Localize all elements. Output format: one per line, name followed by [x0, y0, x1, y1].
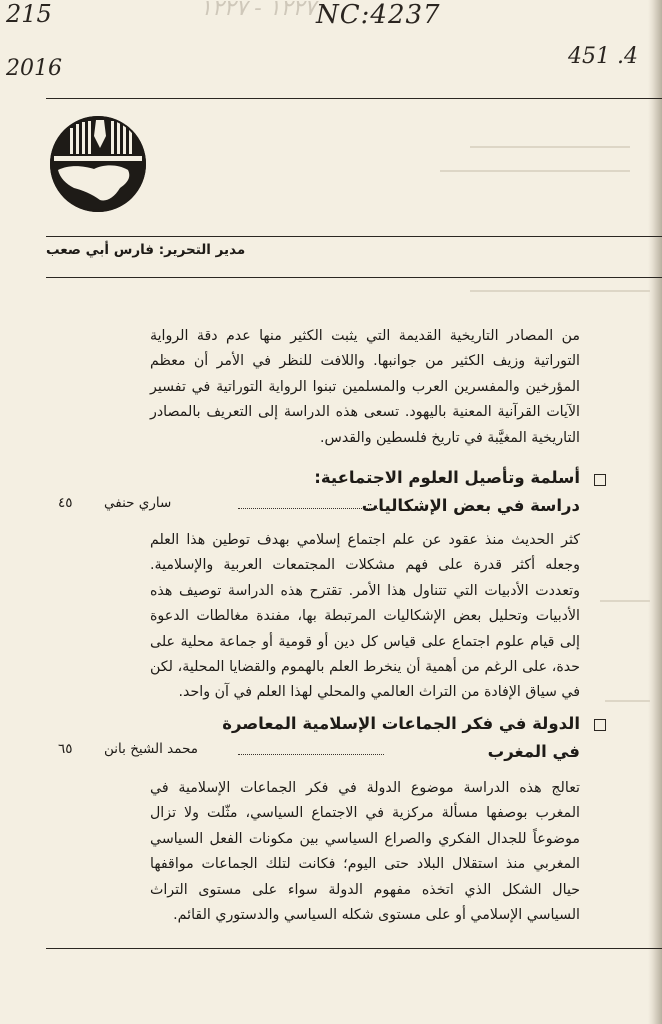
publisher-logo: [48, 114, 148, 214]
handwritten-catalog-code: NC:4237: [316, 0, 441, 30]
article-bullet-checkbox: [594, 474, 606, 486]
page-edge: [648, 0, 662, 1024]
editor-credit: مدير التحرير: فارس أبي صعب: [46, 242, 246, 258]
article-page-number: ٦٥: [58, 741, 73, 757]
article-subtitle: في المغرب: [487, 742, 580, 761]
bleed-through: [440, 170, 630, 172]
bleed-through: [600, 600, 650, 602]
article-page-number: ٤٥: [58, 495, 73, 511]
masthead-rule: [46, 236, 662, 237]
bottom-rule: [46, 948, 662, 949]
handwritten-faint-note: ١٢٢٧ - ١٢٢٧: [200, 0, 316, 21]
top-rule: [46, 98, 662, 99]
bleed-through: [470, 290, 650, 292]
article-abstract: تعالج هذه الدراسة موضوع الدولة في فكر الجماعات الإسلامية في المغرب بوصفها مسألة مركزية في الاجتماع السياسي، مثّلت ولا تزال موضوعاً للجدال الفكري والصراع السياسي بين مكونات الفعل السياسي المغربي منذ استقلال البلاد حتى اليوم؛ فكانت لتلك الجماعات مواقفها حيال الشكل الذي اتخذه مفهوم الدولة سواء على مستوى التراث السياسي الإسلامي أو على مستوى شكله السياسي والدستوري القائم.: [150, 780, 580, 924]
masthead-bottom-rule: [46, 277, 662, 278]
article-title: الدولة في فكر الجماعات الإسلامية المعاصرة: [222, 714, 580, 733]
intro-abstract: من المصادر التاريخية القديمة التي يثبت الكثير منها عدم دقة الرواية التوراتية وزيف الكثير من جوانبها. واللافت للنظر في الأمر أن معظم المؤرخين والمفسرين العرب والمسلمين تبنوا الرواية التوراتية في تفسير الآيات القرآنية المعنية باليهود. تسعى هذه الدراسة إلى التعريف بالمصادر التاريخية المغيَّبة في تاريخ فلسطين والقدس.: [150, 328, 580, 446]
article-author: ساري حنفي: [104, 495, 172, 511]
article-author: محمد الشيخ بانن: [104, 741, 199, 757]
handwritten-reference: 451 .4: [568, 44, 638, 69]
article-title: أسلمة وتأصيل العلوم الاجتماعية:: [314, 468, 580, 487]
article-bullet-checkbox: [594, 719, 606, 731]
bleed-through: [605, 700, 650, 702]
leader-dots: [238, 740, 384, 755]
handwritten-year: 2016: [6, 56, 62, 81]
leader-dots: [238, 494, 378, 509]
handwritten-number: 215: [6, 0, 52, 28]
bleed-through: [470, 146, 630, 148]
article-subtitle: دراسة في بعض الإشكاليات: [361, 496, 580, 515]
article-abstract: كثر الحديث منذ عقود عن علم اجتماع إسلامي بهدف توطين هذا العلم وجعله أكثر قدرة على فهم مشكلات المجتمعات العربية والإسلامية. وتعددت الأدبيات التي تتناول هذا الأمر. تقترح هذه الدراسة توصيف هذه الأدبيات وتحليل بعض الإشكاليات المرتبطة بها، مفندة مغالطات الدعوة إلى قيام علوم اجتماع على قياس كل دين أو قومية أو جماعة محلية على حدة، على الرغم من أهمية أن ينخرط العلم بالهموم والقضايا المحلية، لكن في سياق الإفادة من التراث العالمي والمحلي لهذا العلم في آن واحد.: [150, 532, 580, 701]
